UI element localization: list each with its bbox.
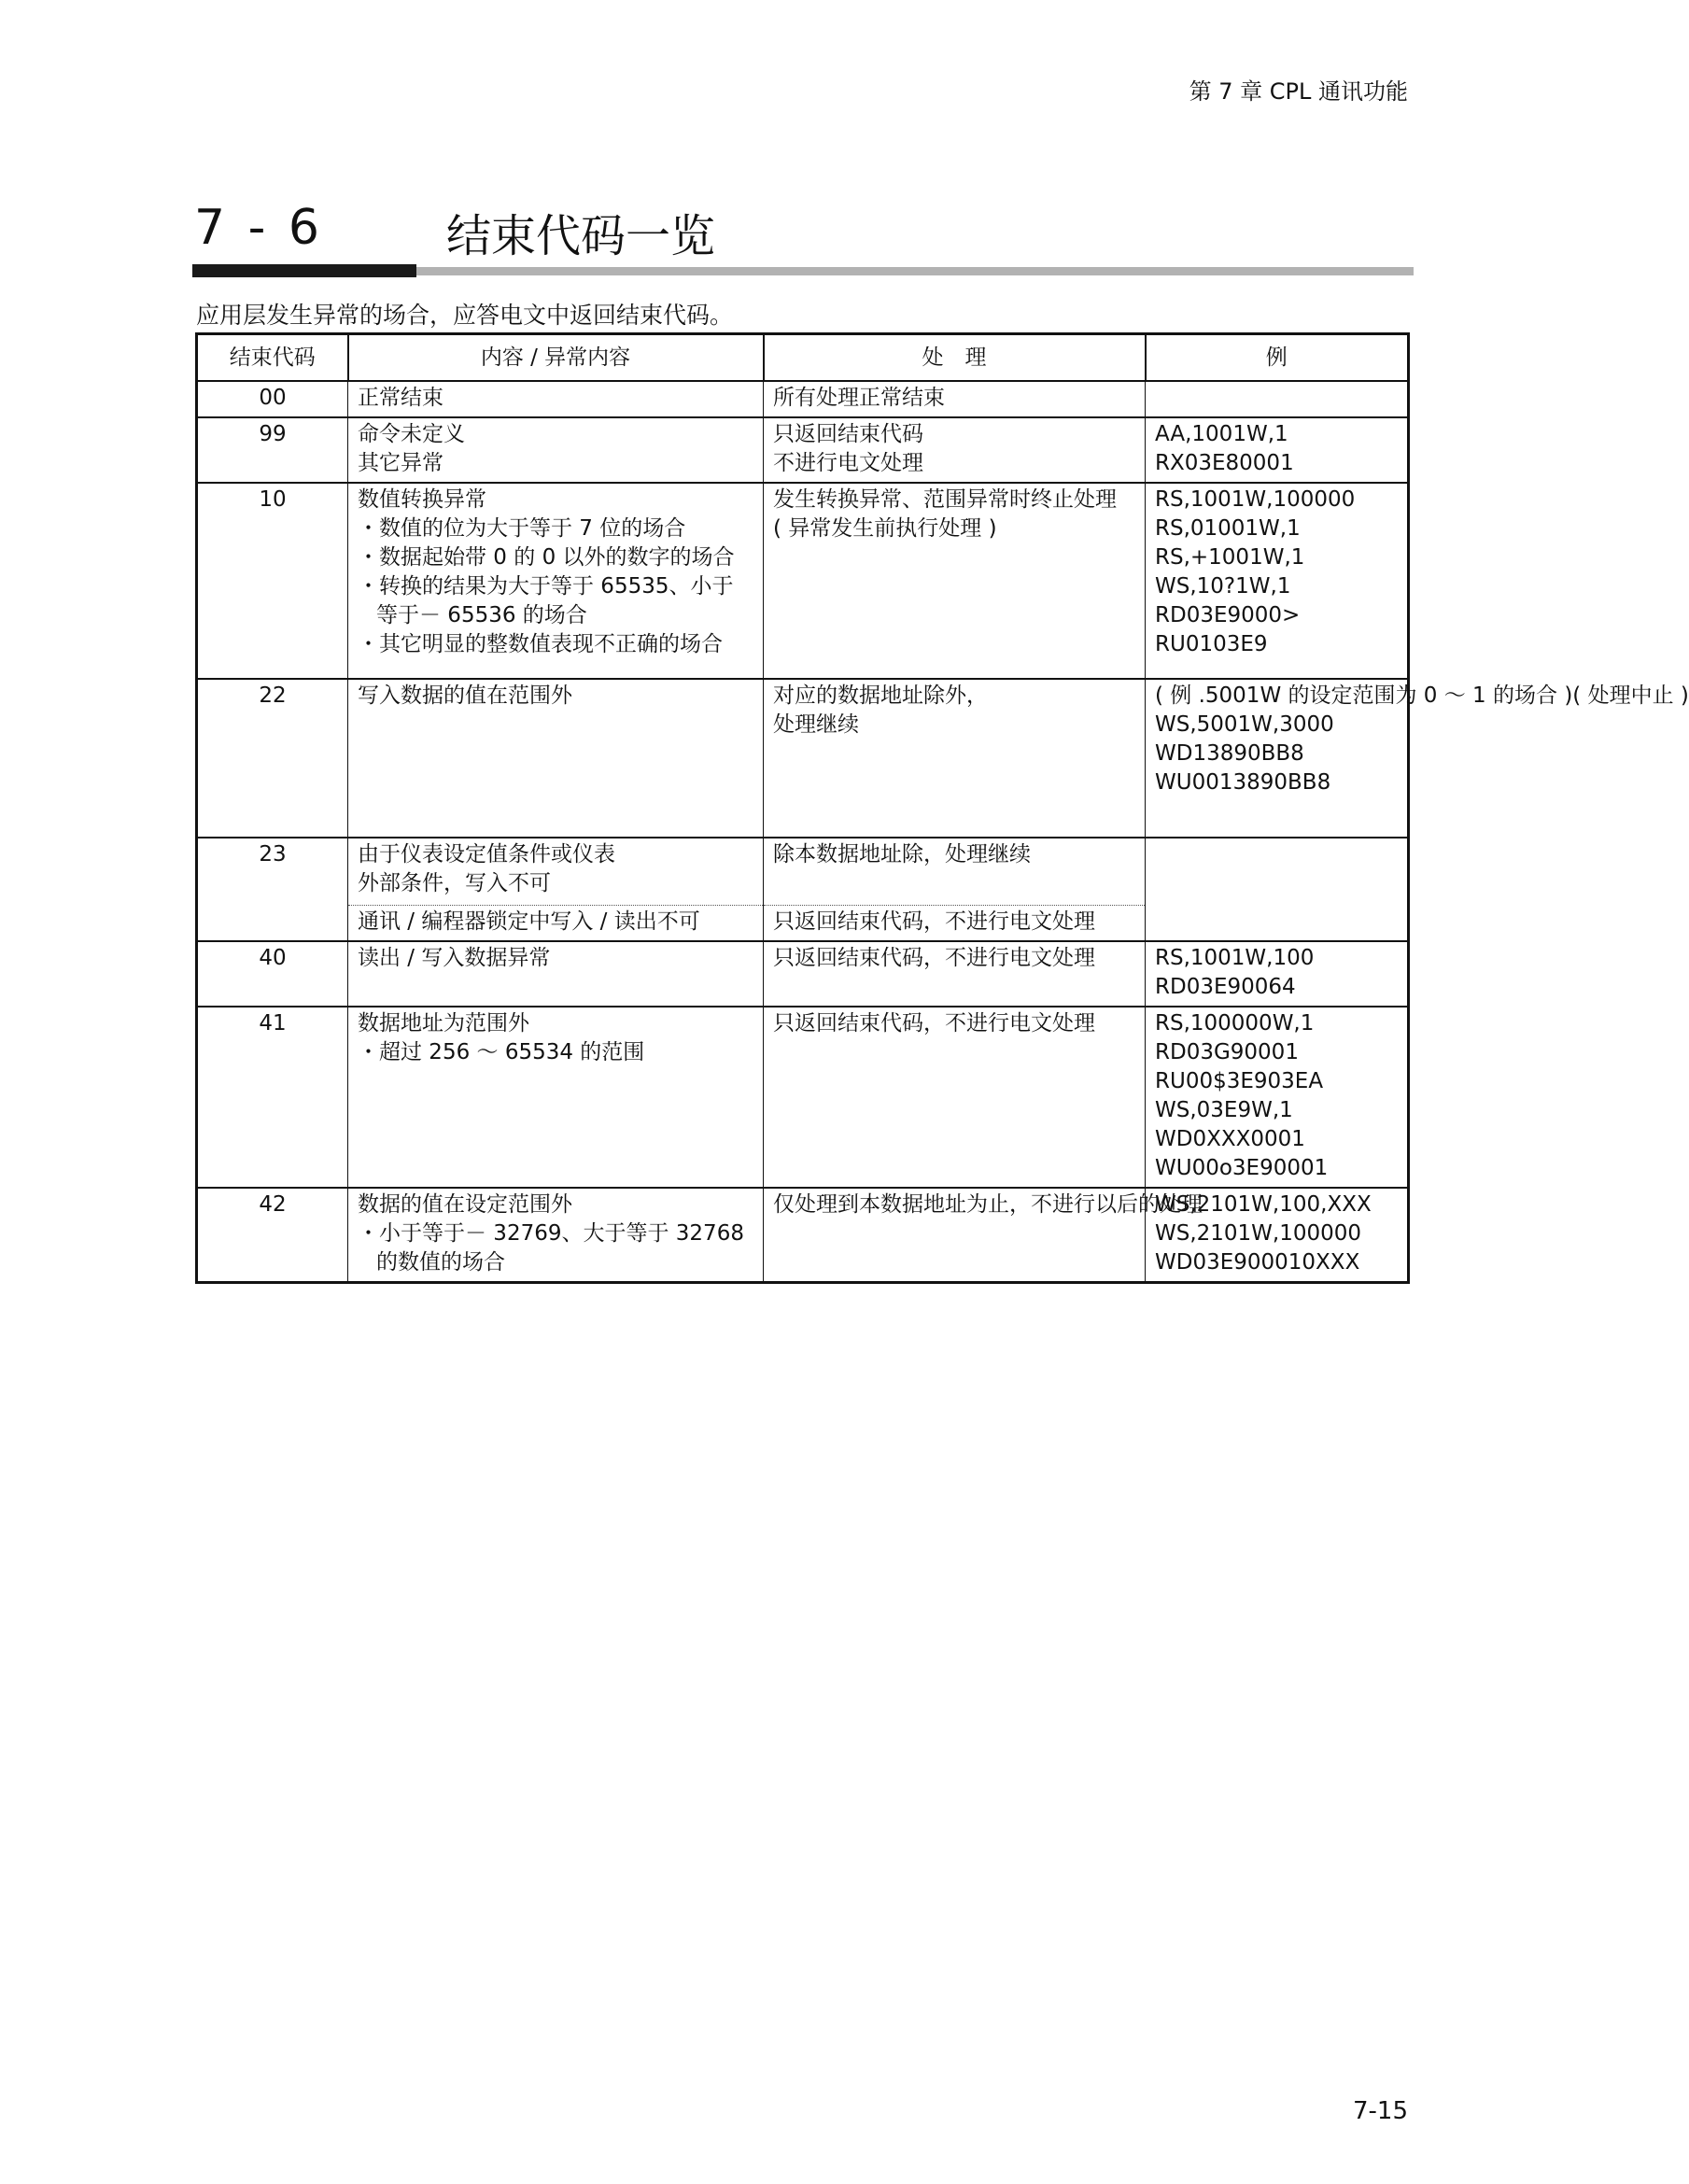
title-rule-grey <box>416 267 1414 275</box>
end-code-cell: 10 <box>197 483 348 679</box>
example-cell-line: WD03E900010XXX <box>1155 1249 1360 1275</box>
chapter-header: 第 7 章 CPL 通讯功能 <box>1189 78 1408 105</box>
title-rule-dark <box>192 264 416 277</box>
table-header-row <box>197 334 1409 382</box>
content-cell-line: ・数值的位为大于等于 7 位的场合 <box>358 516 686 541</box>
example-cell-line: RS,+1001W,1 <box>1155 545 1305 570</box>
end-code-table <box>195 332 1689 1284</box>
handling-cell-line: 除本数据地址除，处理继续 <box>773 842 1031 867</box>
section-title: 结束代码一览 <box>446 210 716 262</box>
content-cell-line: 读出 / 写入数据异常 <box>358 945 551 970</box>
example-cell-line: WS,10?1W,1 <box>1155 574 1291 599</box>
example-cell-line: RD03E90064 <box>1155 974 1296 999</box>
example-cell-line: RS,100000W,1 <box>1155 1010 1315 1036</box>
example-cell-line: RX03E80001 <box>1155 451 1294 475</box>
end-code-cell: 42 <box>197 1188 348 1283</box>
handling-cell-line: 所有处理正常结束 <box>773 386 945 410</box>
example-cell-line: WD0XXX0001 <box>1155 1126 1305 1151</box>
content-cell <box>348 1188 764 1283</box>
col-header-content: 内容 / 异常内容 <box>348 334 764 382</box>
content-cell-line: ・转换的结果为大于等于 65535、小于等于－ 65536 的场合 <box>358 574 734 627</box>
example-cell-line: WS,5001W,3000 <box>1155 712 1334 737</box>
handling-cell <box>764 417 1146 483</box>
table-row <box>197 941 1409 1007</box>
example-cell-line: RU0103E9 <box>1155 632 1268 656</box>
example-cell <box>1146 417 1409 483</box>
table-row <box>197 838 1409 905</box>
handling-cell <box>764 483 1146 679</box>
handling-cell-line: 只返回结束代码，不进行电文处理 <box>773 909 1095 934</box>
handling-cell <box>764 1188 1203 1283</box>
example-cell-line: WD13890BB8 <box>1155 741 1304 766</box>
content-cell <box>348 483 764 679</box>
content-cell-line: 数据地址为范围外 <box>358 1010 529 1036</box>
content-cell-line: ・超过 256 ～ 65534 的范围 <box>358 1039 645 1064</box>
example-cell <box>1146 679 1689 838</box>
table-row <box>197 679 1409 838</box>
intro-text: 应用层发生异常的场合，应答电文中返回结束代码。 <box>196 302 734 329</box>
handling-cell <box>764 905 1146 941</box>
table-row <box>197 417 1409 483</box>
example-cell <box>1146 838 1409 941</box>
example-cell <box>1146 1007 1409 1188</box>
example-cell <box>1146 483 1409 679</box>
content-cell <box>348 679 764 838</box>
handling-cell-line: 不进行电文处理 <box>773 451 923 475</box>
example-cell-line: WS,03E9W,1 <box>1155 1097 1293 1122</box>
col-header-example: 例 <box>1146 334 1409 382</box>
end-code-cell: 23 <box>197 838 348 941</box>
content-cell-line: 正常结束 <box>358 386 443 410</box>
handling-cell <box>764 1007 1146 1188</box>
content-cell-line: ・小于等于－ 32769、大于等于 32768 的数值的场合 <box>358 1220 744 1275</box>
table-row <box>197 381 1409 417</box>
example-cell-line: WU0013890BB8 <box>1155 770 1331 795</box>
table-row <box>197 1007 1409 1188</box>
end-code-table-wrap <box>195 332 1689 1284</box>
page-number: 7-15 <box>1352 2097 1408 2125</box>
example-cell <box>1146 941 1409 1007</box>
example-cell-line: WU00o3E90001 <box>1155 1155 1329 1180</box>
content-cell-line: 写入数据的值在范围外 <box>358 683 572 708</box>
handling-cell-line: 发生转换异常、范围异常时终止处理 <box>773 487 1117 512</box>
content-cell-line: 数值转换异常 <box>358 487 486 512</box>
handling-cell <box>764 679 1146 838</box>
content-cell <box>348 941 764 1007</box>
content-cell-line: 数据的值在设定范围外 <box>358 1191 572 1217</box>
col-header-code: 结束代码 <box>197 334 348 382</box>
example-cell-line: RD03G90001 <box>1155 1039 1299 1064</box>
content-cell <box>348 381 764 417</box>
content-cell-line: 命令未定义 <box>358 422 465 446</box>
example-cell-line: RD03E9000> <box>1155 603 1301 627</box>
example-cell-line: WS,2101W,100,XXX <box>1155 1191 1372 1217</box>
example-cell-line: ( 例 .5001W 的设定范围为 0 ～ 1 的场合 )( 处理中止 ) <box>1155 683 1689 708</box>
handling-cell <box>764 381 1146 417</box>
end-code-cell: 22 <box>197 679 348 838</box>
example-cell <box>1146 1188 1409 1283</box>
example-cell-line: RS,1001W,100 <box>1155 945 1315 970</box>
content-cell <box>348 417 764 483</box>
table-row <box>197 483 1409 679</box>
content-cell-line: 通讯 / 编程器锁定中写入 / 读出不可 <box>358 909 700 934</box>
example-cell-line: RU00$3E903EA <box>1155 1068 1324 1093</box>
handling-cell-line: 只返回结束代码，不进行电文处理 <box>773 945 1095 970</box>
handling-cell-line: 处理继续 <box>773 712 859 737</box>
col-header-handling: 处 理 <box>764 334 1146 382</box>
content-cell-line: 其它异常 <box>358 451 443 475</box>
content-cell <box>348 838 764 905</box>
content-cell-line: ・数据起始带 0 的 0 以外的数字的场合 <box>358 545 735 570</box>
end-code-cell: 41 <box>197 1007 348 1188</box>
handling-cell-line: ( 异常发生前执行处理 ) <box>773 516 997 541</box>
example-cell-line: WS,2101W,100000 <box>1155 1220 1362 1246</box>
content-cell <box>348 905 764 941</box>
section-number: 7 - 6 <box>194 200 323 256</box>
example-cell-line: RS,1001W,100000 <box>1155 487 1356 512</box>
table-row <box>197 1188 1409 1283</box>
handling-cell <box>764 838 1146 905</box>
handling-cell-line: 对应的数据地址除外， <box>773 683 988 708</box>
end-code-cell: 40 <box>197 941 348 1007</box>
handling-cell-line: 仅处理到本数据地址为止，不进行以后的处理 <box>773 1191 1203 1217</box>
content-cell <box>348 1007 764 1188</box>
example-cell <box>1146 381 1409 417</box>
handling-cell <box>764 941 1146 1007</box>
example-cell-line: AA,1001W,1 <box>1155 422 1288 446</box>
content-cell-line: 由于仪表设定值条件或仪表 <box>358 842 615 867</box>
content-cell-line: ・其它明显的整数值表现不正确的场合 <box>358 632 723 656</box>
handling-cell-line: 只返回结束代码 <box>773 422 923 446</box>
table-body <box>197 381 1689 1282</box>
handling-cell-line: 只返回结束代码，不进行电文处理 <box>773 1010 1095 1036</box>
example-cell-line: RS,01001W,1 <box>1155 516 1301 541</box>
end-code-cell: 00 <box>197 381 348 417</box>
end-code-cell: 99 <box>197 417 348 483</box>
content-cell-line: 外部条件，写入不可 <box>358 871 551 895</box>
